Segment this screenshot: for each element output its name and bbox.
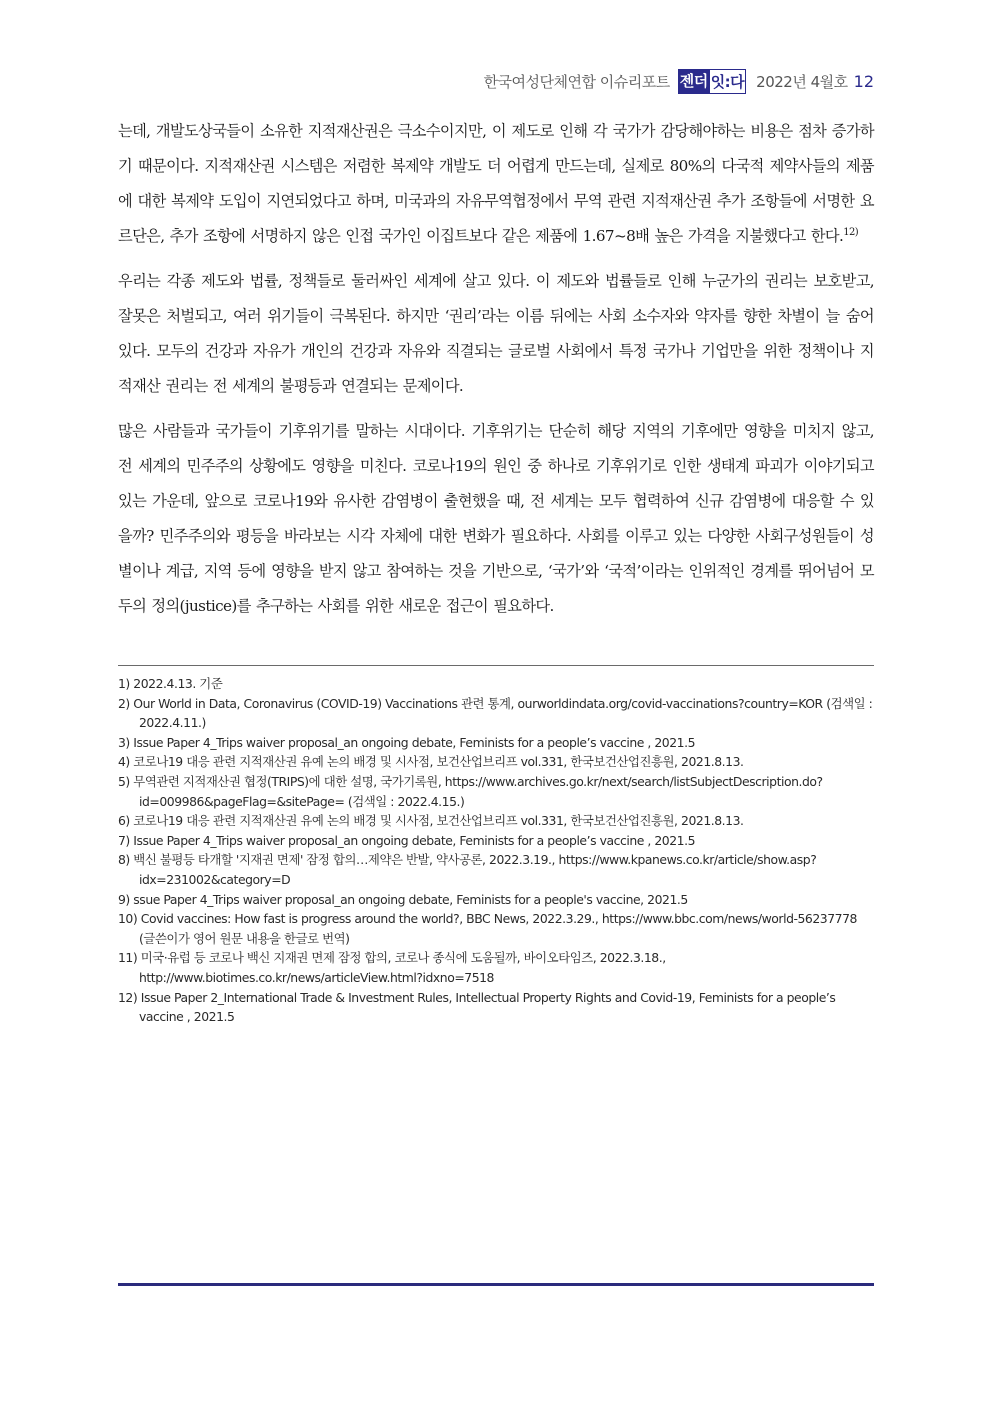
footnote: 8) 백신 불평등 타개할 '지재권 면제' 잠정 합의…제약은 반발, 약사공론, 2022.3.19., https://www.kpanews.co.kr/article/show.asp?idx=231002&category=D bbox=[118, 852, 817, 887]
footnote: 12) Issue Paper 2_International Trade & Investment Rules, Intellectual Property Rights and Covid-19, Feminists for a people’s vaccine , 2021.5 bbox=[118, 989, 836, 1025]
footnote: 6) 코로나19 대응 관련 지적재산권 유예 논의 배경 및 시사점, 보건산업브리프 vol.331, 한국보건산업진흥원, 2021.8.13. bbox=[118, 813, 744, 829]
paragraph bbox=[118, 264, 874, 404]
paragraph bbox=[118, 414, 874, 624]
page-number: 12 bbox=[853, 71, 874, 91]
footnote: 9) ssue Paper 4_Trips waiver proposal_an ongoing debate, Feminists for a people's vaccine, 2021.5 bbox=[118, 891, 688, 907]
footnote: 4) 코로나19 대응 관련 지적재산권 유예 논의 배경 및 시사점, 보건산업브리프 vol.331, 한국보건산업진흥원, 2021.8.13. bbox=[118, 754, 744, 770]
brand-logo-part-b: 잇:다 bbox=[710, 69, 746, 94]
brand-logo-part-a: 젠더 bbox=[678, 69, 710, 94]
footnote: 10) Covid vaccines: How fast is progress around the world?, BBC News, 2022.3.29., https://www.bbc.com/news/world-56237778 (글쓴이가 영어 원문 내용을 한글로 번역) bbox=[118, 911, 857, 946]
footnote: 5) 무역관련 지적재산권 협정(TRIPS)에 대한 설명, 국가기록원, https://www.archives.go.kr/next/search/listSubjectDescription.do?id=009986&pageFlag=&sitePage= (검색일 : 2022.4.15.) bbox=[118, 773, 823, 809]
footnote: 2) Our World in Data, Coronavirus (COVID-19) Vaccinations 관련 통계, ourworldindata.org/covid-vaccinations?country=KOR (검색일 : 2022.4.11.) bbox=[118, 695, 873, 731]
body-text bbox=[118, 114, 874, 634]
page-header bbox=[484, 68, 874, 94]
paragraph-text: 많은 사람들과 국가들이 기후위기를 말하는 시대이다. 기후위기는 단순히 해당 지역의 기후에만 영향을 미치지 않고, 전 세계의 민주주의 상황에도 영향을 미친다. 코로나19의 원인 중 하나로 기후위기로 인한 생태계 파괴가 이야기되고 있는 가운데, 앞으로 코로나19와 유사한 감염병이 출현했을 때, 전 세계는 모두 협력하여 신규 감염병에 대응할 수 있을까? 민주주의와 평등을 바라보는 시각 자체에 대한 변화가 필요하다. 사회를 이루고 있는 다양한 사회구성원들이 성별이나 계급, 지역 등에 영향을 받지 않고 참여하는 것을 기반으로, ‘국가’와 ‘국적’이라는 인위적인 경계를 뛰어넘어 모두의 정의(justice)를 추구하는 사회를 위한 새로운 접근이 필요하다. bbox=[118, 422, 874, 615]
brand-logo bbox=[678, 69, 746, 94]
footnote: 3) Issue Paper 4_Trips waiver proposal_an ongoing debate, Feminists for a people’s vaccine , 2021.5 bbox=[118, 734, 696, 750]
header-org: 한국여성단체연합 이슈리포트 bbox=[483, 72, 670, 91]
footnote: 7) Issue Paper 4_Trips waiver proposal_an ongoing debate, Feminists for a people’s vaccine , 2021.5 bbox=[118, 832, 696, 848]
paragraph-text: 는데, 개발도상국들이 소유한 지적재산권은 극소수이지만, 이 제도로 인해 각 국가가 감당해야하는 비용은 점차 증가하기 때문이다. 지적재산권 시스템은 저렴한 복제약 개발도 더 어렵게 만드는데, 실제로 80%의 다국적 제약사들의 제품에 대한 복제약 도입이 지연되었다고 하며, 미국과의 자유무역협정에서 무역 관련 지적재산권 추가 조항들에 서명한 요르단은, 추가 조항에 서명하지 않은 인접 국가인 이집트보다 같은 제품에 1.67~8배 높은 가격을 지불했다고 한다. bbox=[118, 122, 874, 245]
footnote: 11) 미국·유럽 등 코로나 백신 지재권 면제 잠정 합의, 코로나 종식에 도움될까, 바이오타임즈, 2022.3.18., http://www.biotimes.co.kr/news/articleView.html?idxno=7518 bbox=[118, 950, 666, 985]
header-issue: 2022년 4월호 bbox=[756, 72, 848, 91]
paragraph-text: 우리는 각종 제도와 법률, 정책들로 둘러싸인 세계에 살고 있다. 이 제도와 법률들로 인해 누군가의 권리는 보호받고, 잘못은 처벌되고, 여러 위기들이 극복된다. 하지만 ‘권리’라는 이름 뒤에는 사회 소수자와 약자를 향한 차별이 늘 숨어있다. 모두의 건강과 자유가 개인의 건강과 자유와 직결되는 글로벌 사회에서 특정 국가나 기업만을 위한 정책이나 지적재산 권리는 전 세계의 불평등과 연결되는 문제이다. bbox=[118, 272, 874, 395]
footnotes bbox=[118, 674, 874, 1027]
footnote-divider bbox=[118, 665, 874, 666]
footnote-ref: 12) bbox=[843, 227, 859, 238]
footer-rule bbox=[118, 1283, 874, 1286]
footnote: 1) 2022.4.13. 기준 bbox=[118, 676, 223, 691]
paragraph bbox=[118, 114, 874, 254]
